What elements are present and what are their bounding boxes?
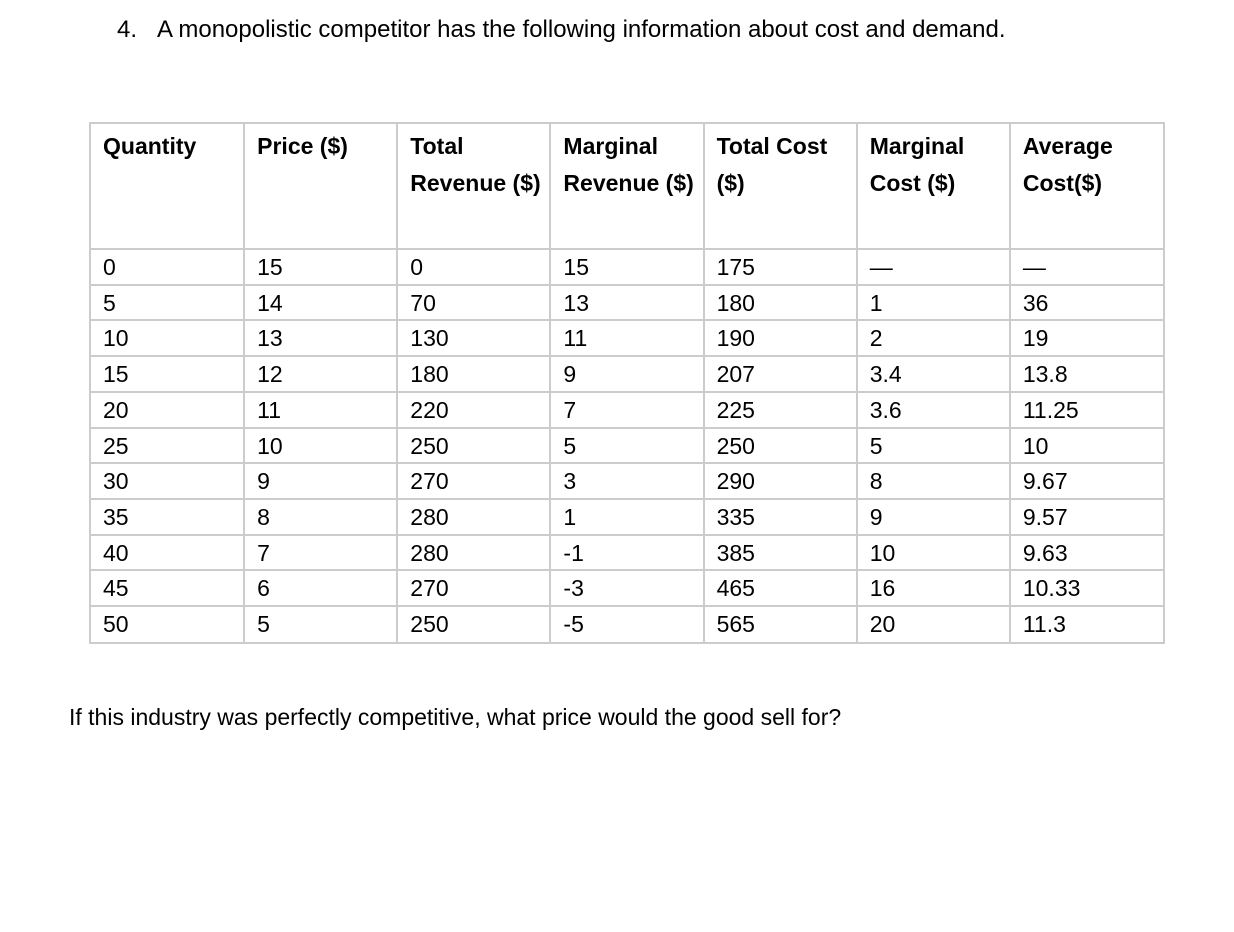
cell-total-revenue: 270: [397, 570, 550, 606]
cell-marginal-cost: 10: [857, 535, 1010, 571]
cell-price: 11: [244, 392, 397, 428]
cell-price: 9: [244, 463, 397, 499]
cell-average-cost: 11.25: [1010, 392, 1163, 428]
cell-marginal-cost: 1: [857, 285, 1010, 321]
cell-total-revenue: 180: [397, 356, 550, 392]
cell-marginal-revenue: -1: [550, 535, 703, 571]
cell-total-revenue: 280: [397, 499, 550, 535]
table-body: [91, 249, 1163, 642]
cell-total-revenue: 250: [397, 606, 550, 642]
header-total-cost: Total Cost ($): [704, 124, 857, 249]
cell-quantity: 20: [91, 392, 244, 428]
cost-demand-table: [89, 122, 1165, 644]
cell-total-cost: 290: [704, 463, 857, 499]
data-table: [91, 124, 1163, 642]
cell-total-cost: 385: [704, 535, 857, 571]
cell-average-cost: 11.3: [1010, 606, 1163, 642]
table-row: [91, 463, 1163, 499]
cell-marginal-revenue: 11: [550, 320, 703, 356]
cell-average-cost: 9.57: [1010, 499, 1163, 535]
cell-marginal-cost: 16: [857, 570, 1010, 606]
cell-price: 12: [244, 356, 397, 392]
cell-quantity: 45: [91, 570, 244, 606]
header-total-revenue: Total Revenue ($): [397, 124, 550, 249]
cell-marginal-revenue: -3: [550, 570, 703, 606]
header-marginal-cost: Marginal Cost ($): [857, 124, 1010, 249]
cell-marginal-cost: 3.4: [857, 356, 1010, 392]
cell-total-cost: 465: [704, 570, 857, 606]
cell-average-cost: 19: [1010, 320, 1163, 356]
table-row: [91, 499, 1163, 535]
cell-marginal-cost: 8: [857, 463, 1010, 499]
question-number: 4.: [117, 16, 138, 43]
cell-average-cost: 10: [1010, 428, 1163, 464]
header-price: Price ($): [244, 124, 397, 249]
table-row: [91, 285, 1163, 321]
table-row: [91, 535, 1163, 571]
cell-quantity: 30: [91, 463, 244, 499]
cell-average-cost: 10.33: [1010, 570, 1163, 606]
cell-marginal-revenue: 9: [550, 356, 703, 392]
cell-total-cost: 180: [704, 285, 857, 321]
cell-price: 10: [244, 428, 397, 464]
cell-marginal-revenue: -5: [550, 606, 703, 642]
table-header-row: [91, 124, 1163, 249]
cell-average-cost: 9.67: [1010, 463, 1163, 499]
table-row: [91, 428, 1163, 464]
cell-quantity: 10: [91, 320, 244, 356]
cell-total-revenue: 270: [397, 463, 550, 499]
question-heading: [117, 15, 1005, 45]
cell-marginal-revenue: 13: [550, 285, 703, 321]
table-row: [91, 606, 1163, 642]
cell-total-cost: 175: [704, 249, 857, 285]
cell-average-cost: 36: [1010, 285, 1163, 321]
cell-quantity: 0: [91, 249, 244, 285]
cell-total-cost: 225: [704, 392, 857, 428]
cell-marginal-cost: 3.6: [857, 392, 1010, 428]
table-row: [91, 249, 1163, 285]
table-row: [91, 570, 1163, 606]
cell-total-revenue: 220: [397, 392, 550, 428]
cell-marginal-cost: 5: [857, 428, 1010, 464]
cell-marginal-revenue: 7: [550, 392, 703, 428]
cell-price: 13: [244, 320, 397, 356]
cell-quantity: 50: [91, 606, 244, 642]
cell-price: 7: [244, 535, 397, 571]
cell-total-revenue: 0: [397, 249, 550, 285]
header-marginal-revenue: Marginal Revenue ($): [550, 124, 703, 249]
cell-total-cost: 335: [704, 499, 857, 535]
cell-total-cost: 207: [704, 356, 857, 392]
cell-total-revenue: 250: [397, 428, 550, 464]
table-row: [91, 356, 1163, 392]
cell-marginal-revenue: 1: [550, 499, 703, 535]
cell-marginal-cost: 9: [857, 499, 1010, 535]
cell-quantity: 15: [91, 356, 244, 392]
cell-price: 15: [244, 249, 397, 285]
cell-marginal-cost: 2: [857, 320, 1010, 356]
cell-average-cost: 9.63: [1010, 535, 1163, 571]
cell-total-cost: 190: [704, 320, 857, 356]
cell-quantity: 25: [91, 428, 244, 464]
cell-quantity: 40: [91, 535, 244, 571]
cell-marginal-revenue: 3: [550, 463, 703, 499]
cell-total-cost: 250: [704, 428, 857, 464]
cell-marginal-cost: —: [857, 249, 1010, 285]
cell-marginal-revenue: 15: [550, 249, 703, 285]
header-quantity: Quantity: [91, 124, 244, 249]
cell-total-revenue: 130: [397, 320, 550, 356]
cell-price: 14: [244, 285, 397, 321]
cell-total-revenue: 70: [397, 285, 550, 321]
cell-marginal-revenue: 5: [550, 428, 703, 464]
cell-marginal-cost: 20: [857, 606, 1010, 642]
question-text: A monopolistic competitor has the following information about cost and demand.: [157, 16, 1006, 43]
cell-quantity: 5: [91, 285, 244, 321]
header-average-cost: Average Cost($): [1010, 124, 1163, 249]
cell-total-revenue: 280: [397, 535, 550, 571]
cell-price: 6: [244, 570, 397, 606]
followup-question: If this industry was perfectly competitive, what price would the good sell for?: [69, 704, 842, 730]
cell-quantity: 35: [91, 499, 244, 535]
table-row: [91, 320, 1163, 356]
cell-average-cost: —: [1010, 249, 1163, 285]
table-row: [91, 392, 1163, 428]
cell-average-cost: 13.8: [1010, 356, 1163, 392]
cell-price: 8: [244, 499, 397, 535]
cell-total-cost: 565: [704, 606, 857, 642]
cell-price: 5: [244, 606, 397, 642]
